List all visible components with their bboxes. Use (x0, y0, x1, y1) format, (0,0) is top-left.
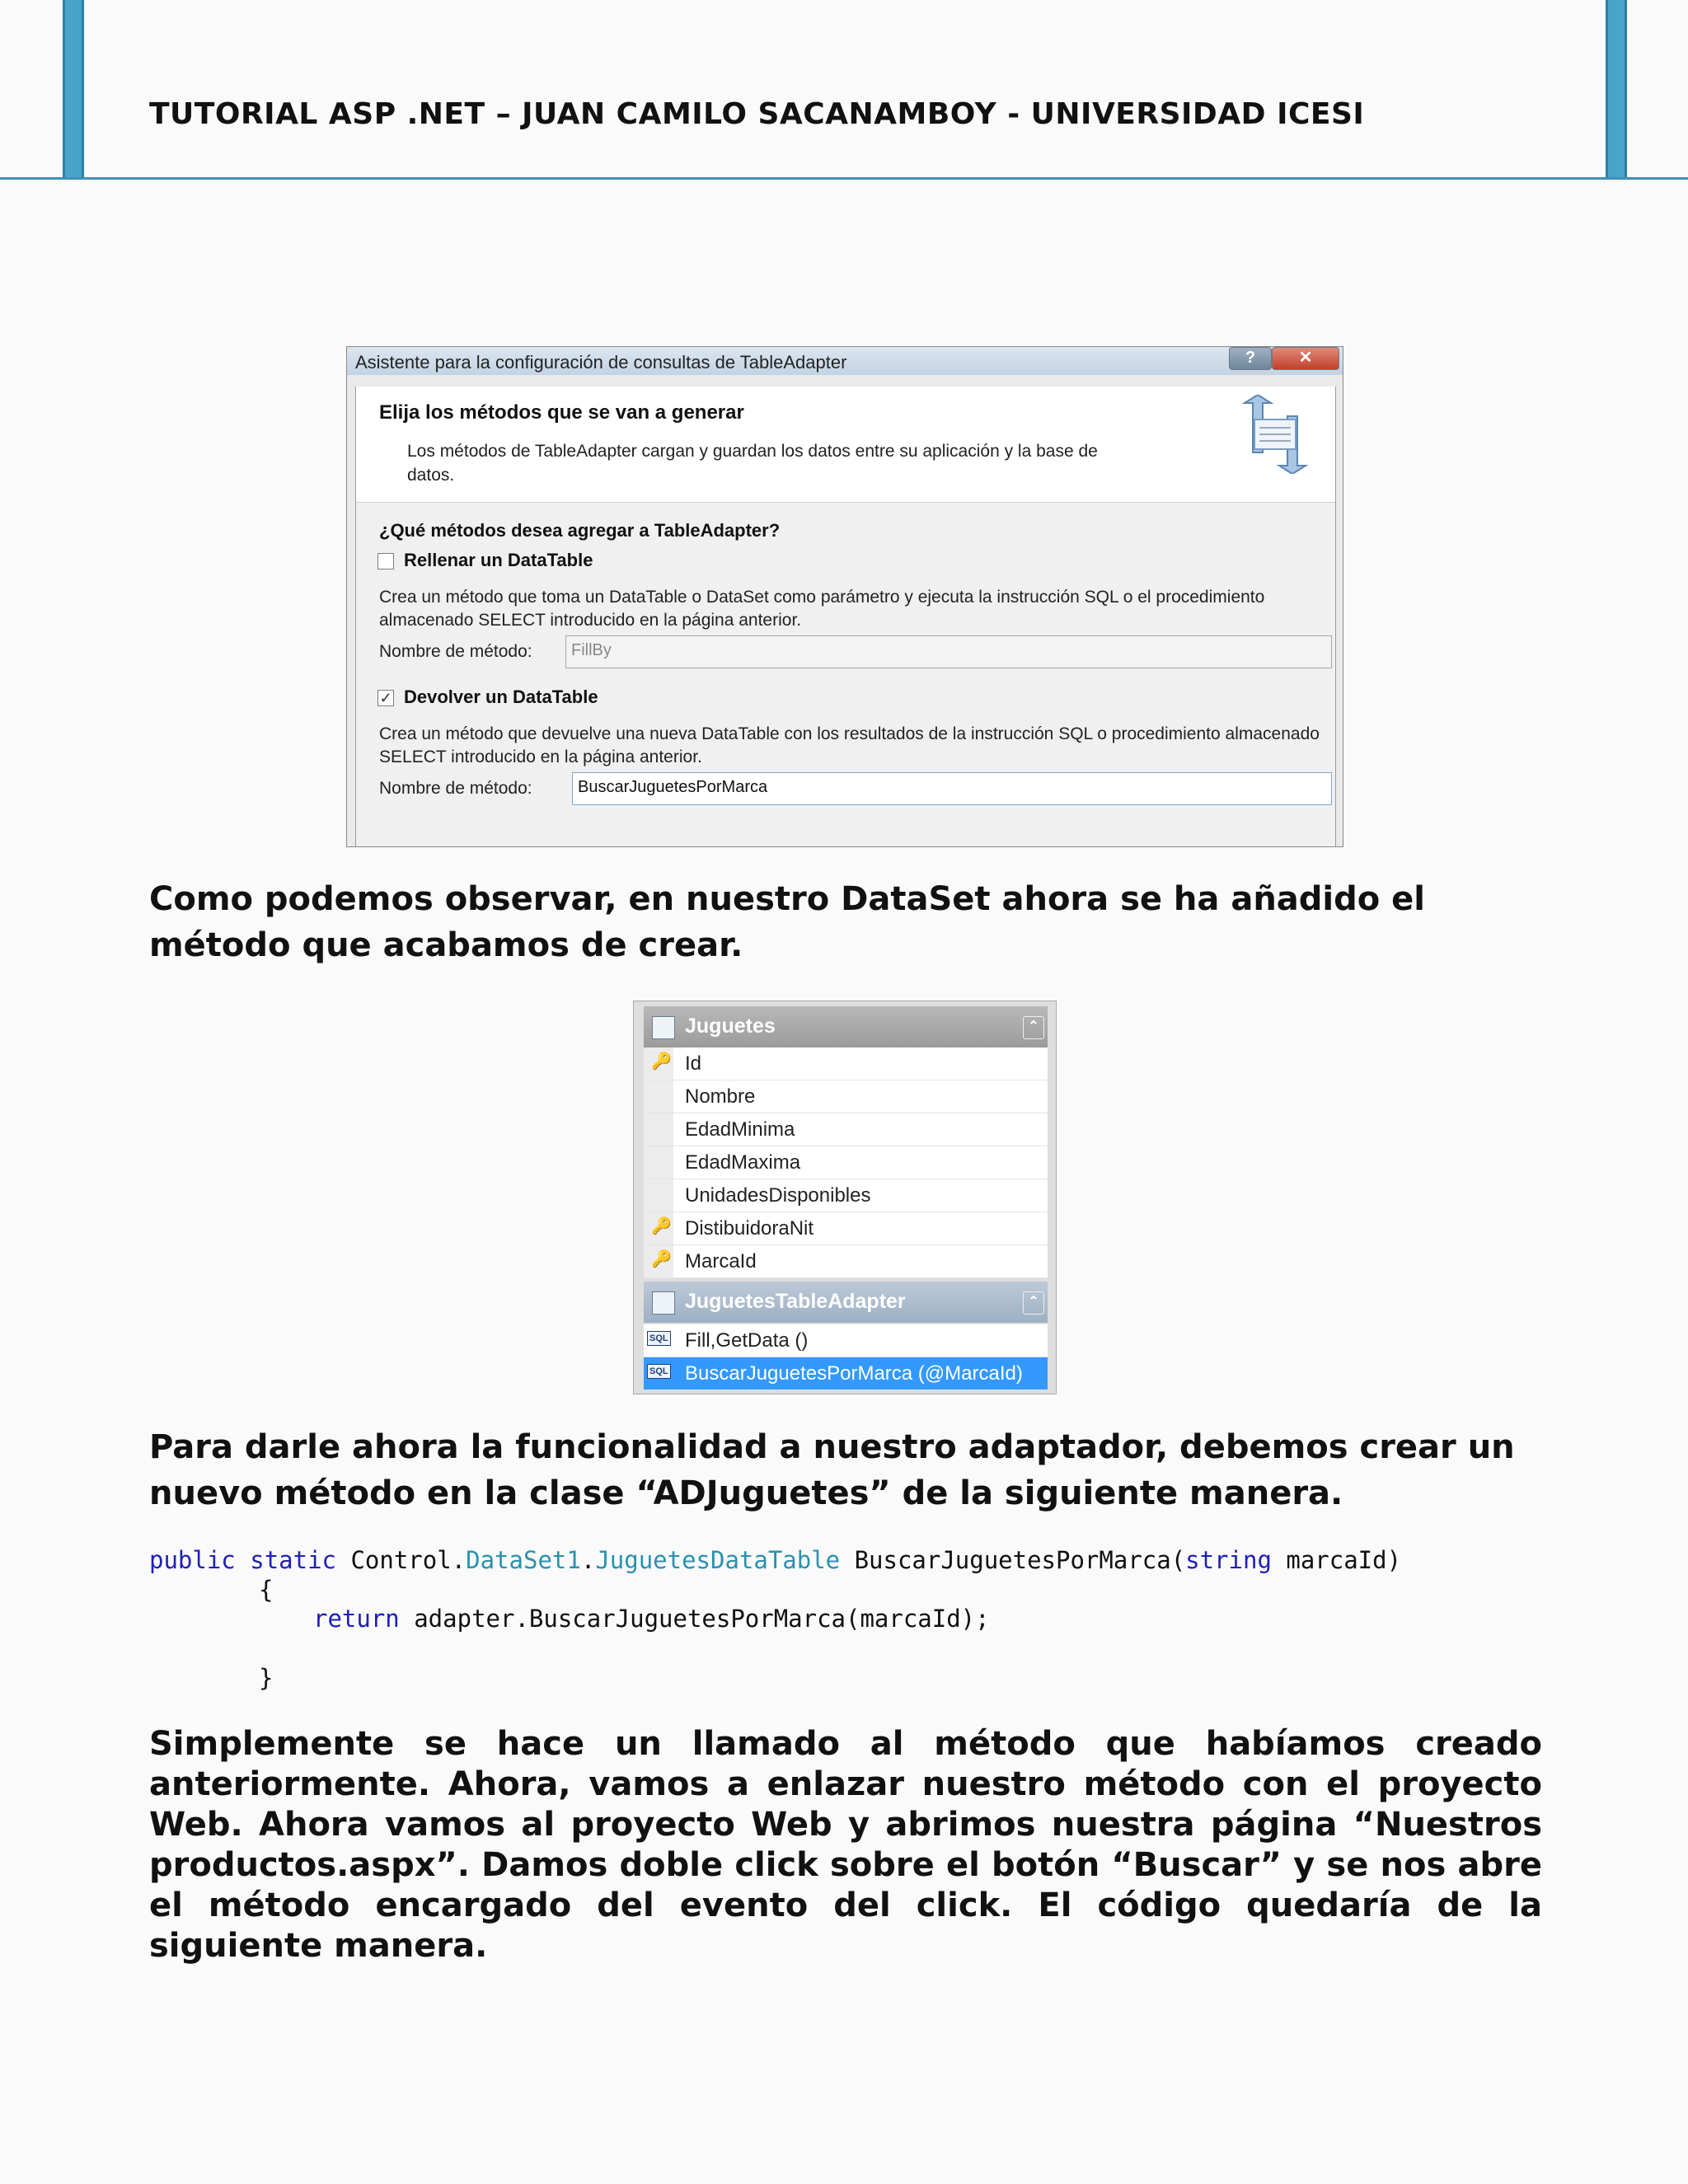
code-return-line: return adapter.BuscarJuguetesPorMarca(marcaId); (313, 1605, 990, 1633)
fill-datatable-checkbox[interactable] (377, 553, 394, 569)
key-icon: 🔑 (651, 1250, 672, 1268)
collapse-icon[interactable]: ⌃ (1023, 1016, 1044, 1039)
code-open-brace: { (259, 1576, 274, 1604)
method-name: Fill,GetData () (685, 1329, 809, 1352)
help-button[interactable]: ? (1229, 347, 1272, 370)
column-name: Nombre (685, 1085, 756, 1108)
method-row[interactable] (644, 1324, 1048, 1357)
return-method-name-input[interactable]: BuscarJuguetesPorMarca (572, 772, 1332, 805)
paragraph-adapter-method: Para darle ahora la funcionalidad a nuestro adaptador, debemos crear un nuevo método en la clase “ADJuguetes” de la siguiente manera. (149, 1428, 1515, 1512)
column-name: Id (685, 1052, 702, 1075)
primary-key-icon: 🔑 (651, 1052, 672, 1071)
dialog-title: Asistente para la configuración de consultas de TableAdapter (355, 352, 847, 373)
header-rule (0, 177, 1688, 180)
methods-question: ¿Qué métodos desea agregar a TableAdapter? (379, 520, 781, 541)
dataset-designer-table (633, 1001, 1057, 1394)
collapse-icon[interactable]: ⌃ (1023, 1291, 1044, 1315)
paragraph-dataset-method: Como podemos observar, en nuestro DataSet ahora se ha añadido el método que acabamos de crear. (149, 880, 1426, 964)
column-row[interactable] (644, 1245, 1048, 1278)
column-name: DistibuidoraNit (685, 1217, 814, 1240)
column-name: UnidadesDisponibles (685, 1184, 871, 1207)
tableadapter-wizard-dialog (346, 346, 1343, 847)
code-close-brace: } (259, 1664, 274, 1692)
adapter-name: JuguetesTableAdapter (685, 1290, 906, 1313)
table-columns (644, 1047, 1048, 1278)
dialog-description: Los métodos de TableAdapter cargan y guardan los datos entre su aplicación y la base de datos. (407, 442, 1098, 485)
table-header (644, 1006, 1048, 1047)
column-row[interactable] (644, 1113, 1048, 1146)
column-row[interactable] (644, 1146, 1048, 1179)
paragraph-explanation: Simplemente se hace un llamado al método que habíamos creado anteriormente. Ahora, vamos a enlazar nuestro método con el proyecto Web. Ahora vamos al proyecto Web y abrimos nuestra página “Nuestros productos.aspx”. Damos doble click sobre el botón “Buscar” y se nos abre el método encargado del evento del click. El código quedaría de la siguiente manera. (149, 1725, 1542, 1965)
code-line-signature: public static Control.DataSet1.JuguetesDataTable BuscarJuguetesPorMarca(string marcaId) (149, 1546, 1402, 1574)
sync-arrows-icon (1230, 395, 1320, 474)
sql-icon: SQL (647, 1331, 671, 1346)
table-name: Juguetes (685, 1015, 776, 1038)
method-row-selected[interactable] (644, 1357, 1048, 1390)
return-method-name-label: Nombre de método: (379, 779, 532, 798)
fill-method-name-label: Nombre de método: (379, 642, 532, 661)
sql-icon: SQL (647, 1364, 671, 1379)
dialog-titlebar (347, 347, 1343, 375)
column-name: EdadMinima (685, 1118, 795, 1141)
column-name: MarcaId (685, 1250, 757, 1272)
fill-datatable-description: Crea un método que toma un DataTable o DataSet como parámetro y ejecuta la instrucción SQL o el procedimiento almacenado SELECT introducido en la página anterior. (379, 588, 1265, 630)
return-datatable-description: Crea un método que devuelve una nueva DataTable con los resultados de la instrucción SQL o procedimiento almacenado SELECT introducido en la página anterior. (379, 724, 1320, 766)
adapter-header (644, 1282, 1048, 1323)
table-icon (652, 1016, 675, 1039)
header-left-bar (63, 0, 84, 178)
adapter-methods (644, 1324, 1048, 1390)
return-datatable-label: Devolver un DataTable (404, 687, 598, 707)
page-header-title: TUTORIAL ASP .NET – JUAN CAMILO SACANAMBOY - UNIVERSIDAD ICESI (149, 97, 1365, 131)
column-row[interactable] (644, 1080, 1048, 1113)
tableadapter-icon (652, 1291, 675, 1315)
method-name: BuscarJuguetesPorMarca (@MarcaId) (685, 1362, 1023, 1385)
key-icon: 🔑 (651, 1217, 672, 1235)
return-datatable-checkbox[interactable]: ✓ (377, 690, 394, 706)
dialog-banner (356, 387, 1335, 503)
column-row[interactable] (644, 1047, 1048, 1080)
fill-datatable-label: Rellenar un DataTable (404, 550, 593, 570)
dialog-body (355, 387, 1336, 846)
dialog-heading: Elija los métodos que se van a generar (379, 401, 744, 424)
column-row[interactable] (644, 1212, 1048, 1245)
close-button[interactable]: ✕ (1272, 347, 1339, 370)
column-name: EdadMaxima (685, 1151, 801, 1174)
column-row[interactable] (644, 1179, 1048, 1212)
header-right-bar (1606, 0, 1627, 178)
fill-method-name-input[interactable]: FillBy (565, 635, 1332, 668)
